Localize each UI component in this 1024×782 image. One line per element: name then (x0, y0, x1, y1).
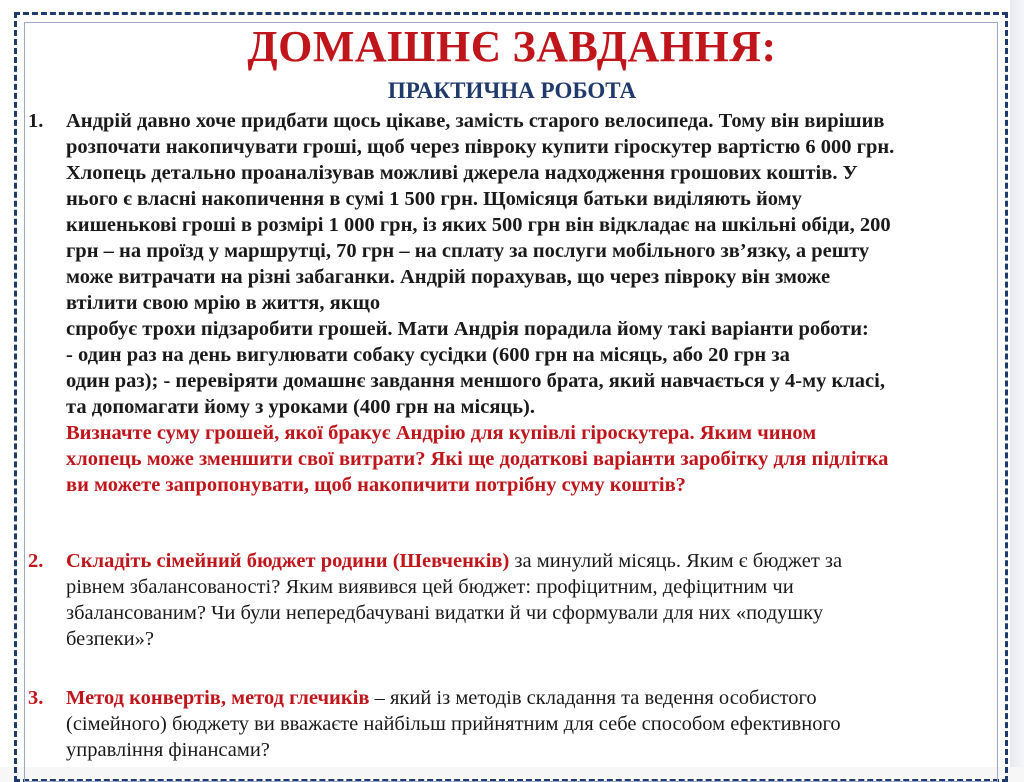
task-1-line: - один раз на день вигулювати собаку сусідки (600 грн на місяць, або 20 грн за (66, 344, 790, 366)
task-3-line-rest: – який із методів складання та ведення особистого (369, 687, 817, 709)
task-2-number: 2. (28, 550, 44, 572)
task-1-line: грн – на проїзд у маршрутці, 70 грн – на сплату за послуги мобільного зв’язку, а решту (66, 240, 870, 262)
task-1-line: спробує трохи підзаробити грошей. Мати Андрія порадила йому такі варіанти роботи: (66, 318, 869, 340)
task-3-first-line (66, 685, 996, 711)
task-1-question-line: хлопець може зменшити свої витрати? Які ще додаткові варіанти заробітку для підлітка (66, 448, 889, 470)
task-1-line: розпочати накопичувати гроші, щоб через півроку купити гіроскутер вартістю 6 000 грн. (66, 136, 895, 158)
task-2-body (66, 548, 996, 652)
task-1-line: може витрачати на різні забаганки. Андрій порахував, що через півроку він зможе (66, 266, 831, 288)
task-1-line: втілити свою мрію в життя, якщо (66, 292, 381, 314)
task-1-line: нього є власні накопичення в сумі 1 500 грн. Щомісяця батьки виділяють йому (66, 188, 802, 210)
task-3-line: управління фінансами? (66, 739, 270, 761)
task-2-highlight: Складіть сімейний бюджет родини (Шевченків) (66, 550, 510, 572)
task-1-line: кишенькові гроші в розмірі 1 000 грн, із яких 500 грн він відкладає на шкільні обіди, 200 (66, 214, 891, 236)
task-3-body (66, 685, 996, 763)
task-1-question-line: ви можете запропонувати, щоб накопичити потрібну суму коштів? (66, 474, 686, 496)
task-2-line-rest: за минулий місяць. Яким є бюджет за (509, 550, 843, 572)
task-3-number: 3. (28, 687, 44, 709)
task-1-line: один раз); - перевіряти домашнє завдання меншого брата, який навчається у 4-му класі, (66, 370, 885, 392)
task-3-highlight: Метод конвертів, метод глечиків (66, 687, 370, 709)
right-edge-band (1010, 0, 1024, 767)
task-3-line: (сімейного) бюджету ви вважаєте найбільш прийнятним для себе способом ефективного (66, 713, 841, 735)
task-2-line: збалансованим? Чи були непередбачувані видатки й чи сформували для них «подушку (66, 602, 824, 624)
task-1-body (66, 108, 996, 498)
task-2-line: рівнем збалансованості? Яким виявився цей бюджет: профіцитним, дефіцитним чи (66, 576, 794, 598)
task-1-line: Хлопець детально проаналізував можливі джерела надходження грошових коштів. У (66, 162, 858, 184)
task-1-line: Андрій давно хоче придбати щось цікаве, замість старого велосипеда. Тому він вирішив (66, 110, 885, 132)
task-1-number: 1. (28, 110, 44, 132)
task-1-line: та допомагати йому з уроками (400 грн на місяць). (66, 396, 536, 418)
page-subtitle: ПРАКТИЧНА РОБОТА (387, 78, 637, 103)
task-2-line: безпеки»? (66, 628, 154, 650)
page-title: ДОМАШНЄ ЗАВДАННЯ: (247, 22, 777, 71)
task-1-question-line: Визначте суму грошей, якої бракує Андрію для купівлі гіроскутера. Яким чином (66, 422, 817, 444)
task-2-first-line (66, 548, 996, 574)
